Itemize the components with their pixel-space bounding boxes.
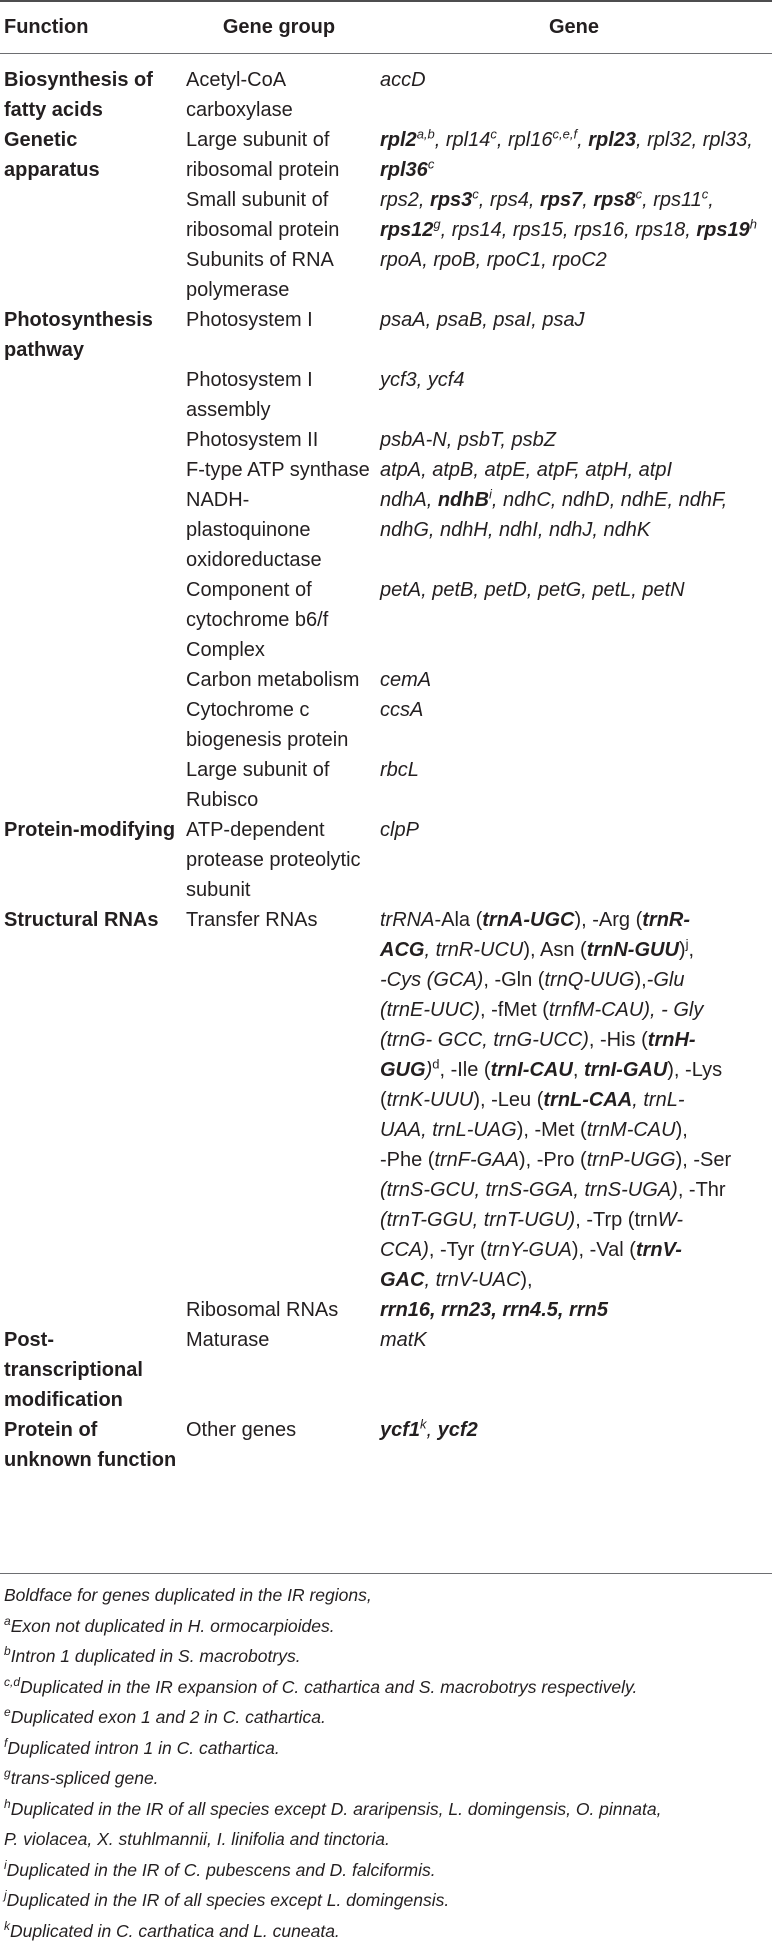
function-cell: [0, 485, 182, 575]
group-cell: Small subunit of ribosomal protein: [182, 185, 376, 245]
footnote: $^a$Exon not duplicated in H. ormocarpioides.: [4, 1611, 772, 1642]
footnote: $^f$Duplicated intron 1 in C. cathartica.: [4, 1733, 772, 1764]
table-row: [0, 245, 772, 305]
table-row: [0, 1295, 772, 1325]
group-cell: Other genes: [182, 1415, 376, 1475]
footnote: $^h$Duplicated in the IR of all species except D. araripensis, L. domingensis, O. pinnata,: [4, 1794, 772, 1825]
table-row: [0, 65, 772, 125]
group-cell: Acetyl-CoA carboxylase: [182, 65, 376, 125]
header-gene: Gene: [376, 2, 772, 65]
footnote: $^i$Duplicated in the IR of C. pubescens and D. falciformis.: [4, 1855, 772, 1886]
footnote: $^k$Duplicated in C. carthatica and L. cuneata.: [4, 1916, 772, 1946]
footnote: $^e$Duplicated exon 1 and 2 in C. cathartica.: [4, 1702, 772, 1733]
group-cell: Subunits of RNA polymerase: [182, 245, 376, 305]
table-row: [0, 755, 772, 815]
function-cell: [0, 365, 182, 425]
function-cell: [0, 1295, 182, 1325]
gene-cell: ycf3, ycf4: [376, 365, 772, 425]
group-cell: Photosystem II: [182, 425, 376, 455]
group-cell: F-type ATP synthase: [182, 455, 376, 485]
function-cell: [0, 185, 182, 245]
table-row: [0, 575, 772, 665]
table-row: [0, 425, 772, 455]
table-row: [0, 695, 772, 755]
group-cell: Photosystem I: [182, 305, 376, 365]
group-cell: Carbon metabolism: [182, 665, 376, 695]
function-cell: Photosynthesis pathway: [0, 305, 182, 365]
footnote: $^{c,d}$Duplicated in the IR expansion of C. cathartica and S. macrobotrys respectively.: [4, 1672, 772, 1703]
table-row: [0, 365, 772, 425]
gene-cell: matK: [376, 1325, 772, 1415]
gene-cell: clpP: [376, 815, 772, 905]
gene-cell: ccsA: [376, 695, 772, 755]
gene-cell: psaA, psaB, psaI, psaJ: [376, 305, 772, 365]
function-cell: Genetic apparatus: [0, 125, 182, 185]
footnote: $^g$trans-spliced gene.: [4, 1763, 772, 1794]
function-cell: Protein-modifying: [0, 815, 182, 905]
table-row: [0, 665, 772, 695]
gene-cell: rbcL: [376, 755, 772, 815]
table-footnotes: [0, 1580, 772, 1946]
footnote: $^b$Intron 1 duplicated in S. macrobotrys.: [4, 1641, 772, 1672]
group-cell: NADH-plastoquinone oxidoreductase: [182, 485, 376, 575]
bottom-rule: [0, 1573, 772, 1574]
gene-cell: ndhA, ndhB$^i$, ndhC, ndhD, ndhE, ndhF, ndhG, ndhH, ndhI, ndhJ, ndhK: [376, 485, 772, 575]
function-cell: [0, 755, 182, 815]
group-cell: Transfer RNAs: [182, 905, 376, 1295]
group-cell: Ribosomal RNAs: [182, 1295, 376, 1325]
header-function: Function: [0, 2, 182, 65]
function-cell: [0, 425, 182, 455]
gene-cell: rpl2$^{a,b}$, rpl14$^c$, rpl16$^{c,e,f}$, rpl23, rpl32, rpl33, rpl36$^c$: [376, 125, 772, 185]
function-cell: [0, 665, 182, 695]
group-cell: Component of cytochrome b6/f Complex: [182, 575, 376, 665]
gene-cell: rrn16, rrn23, rrn4.5, rrn5: [376, 1295, 772, 1325]
table-row: [0, 815, 772, 905]
group-cell: Large subunit of Rubisco: [182, 755, 376, 815]
function-cell: [0, 575, 182, 665]
gene-cell: rpoA, rpoB, rpoC1, rpoC2: [376, 245, 772, 305]
group-cell: Large subunit of ribosomal protein: [182, 125, 376, 185]
table-row: [0, 125, 772, 185]
function-cell: [0, 695, 182, 755]
function-cell: Post-transcriptional modification: [0, 1325, 182, 1415]
gene-cell: ycf1$^k$, ycf2: [376, 1415, 772, 1475]
function-cell: Biosynthesis of fatty acids: [0, 65, 182, 125]
function-cell: Protein of unknown function: [0, 1415, 182, 1475]
gene-cell: cemA: [376, 665, 772, 695]
group-cell: ATP-dependent protease proteolytic subunit: [182, 815, 376, 905]
footnote: Boldface for genes duplicated in the IR regions,: [4, 1580, 772, 1611]
table-row: [0, 455, 772, 485]
gene-table: [0, 2, 772, 1475]
gene-cell: atpA, atpB, atpE, atpF, atpH, atpI: [376, 455, 772, 485]
gene-cell: psbA-N, psbT, psbZ: [376, 425, 772, 455]
group-cell: Cytochrome c biogenesis protein: [182, 695, 376, 755]
function-cell: [0, 455, 182, 485]
table-row: [0, 305, 772, 365]
function-cell: [0, 245, 182, 305]
gene-cell: petA, petB, petD, petG, petL, petN: [376, 575, 772, 665]
footnote: P. violacea, X. stuhlmannii, I. linifolia and tinctoria.: [4, 1824, 772, 1855]
table-row: [0, 185, 772, 245]
table-row: [0, 1415, 772, 1475]
group-cell: Maturase: [182, 1325, 376, 1415]
gene-cell-trna: trRNA-Ala (trnA-UGC), -Arg (trnR- ACG, trnR-UCU), Asn (trnN-GUU)$^j$, -Cys (GCA), -Gln (trnQ-UUG),-Glu (trnE-UUC), -fMet (trnfM-CAU), - Gly (trnG- GCC, trnG-UCC), -His (trnH- GUG)$^d$, -Ile (trnI-CAU, trnI-GAU), -Lys (trnK-UUU), -Leu (trnL-CAA, trnL- UAA, trnL-UAG), -Met (trnM-CAU), -Phe (trnF-GAA), -Pro (trnP-UGG), -Ser (trnS-GCU, trnS-GGA, trnS-UGA), -Thr (trnT-GGU, trnT-UGU), -Trp (trnW- CCA), -Tyr (trnY-GUA), -Val (trnV- GAC, trnV-UAC),: [376, 905, 772, 1295]
function-cell: Structural RNAs: [0, 905, 182, 1295]
table-row: [0, 485, 772, 575]
group-cell: Photosystem I assembly: [182, 365, 376, 425]
gene-cell: rps2, rps3$^c$, rps4, rps7, rps8$^c$, rps11$^c$, rps12$^g$, rps14, rps15, rps16, rps18, rps19$^h$: [376, 185, 772, 245]
footnote: $^j$Duplicated in the IR of all species except L. domingensis.: [4, 1885, 772, 1916]
gene-cell: accD: [376, 65, 772, 125]
table-header-row: [0, 2, 772, 65]
header-gene-group: Gene group: [182, 2, 376, 65]
table-row: [0, 905, 772, 1295]
table-row: [0, 1325, 772, 1415]
